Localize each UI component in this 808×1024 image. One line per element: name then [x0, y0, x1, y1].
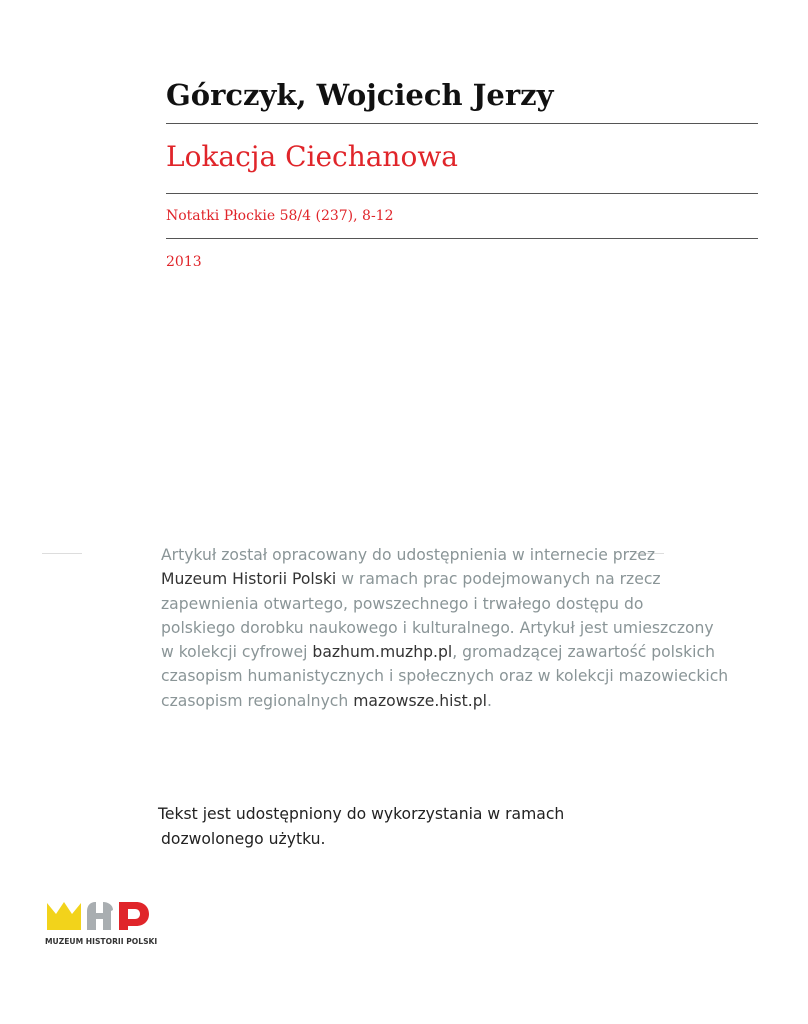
note-line: [161, 567, 761, 591]
museum-name: Muzeum Historii Polski: [161, 570, 337, 589]
article-title: Lokacja Ciechanowa: [166, 140, 458, 173]
note-line: polskiego dorobku naukowego i kulturalnego. Artykuł jest umieszczony: [161, 618, 714, 637]
mazowsze-link[interactable]: mazowsze.hist.pl: [353, 691, 487, 710]
note-line: [161, 689, 761, 713]
license-note: [158, 802, 564, 851]
license-line: Tekst jest udostępniony do wykorzystania w ramach: [158, 805, 565, 823]
divider-rule: [166, 193, 758, 194]
note-line: Artykuł został opracowany do udostępnienia w internecie przez: [161, 546, 656, 564]
divider-rule: [166, 123, 758, 124]
license-line: dozwolonego użytku.: [161, 829, 326, 848]
bazhum-link[interactable]: bazhum.muzhp.pl: [312, 643, 453, 662]
note-line: [161, 640, 761, 664]
author-heading: Górczyk, Wojciech Jerzy: [166, 78, 554, 112]
logo-p-shape: [119, 902, 149, 930]
publication-source: Notatki Płockie 58/4 (237), 8-12: [166, 208, 394, 224]
note-text: czasopism regionalnych: [161, 691, 354, 710]
availability-note: [161, 543, 761, 713]
logo-profile-shape: [87, 902, 113, 930]
note-text: w kolekcji cyfrowej: [161, 643, 313, 662]
note-line: czasopism humanistycznych i społecznych oraz w kolekcji mazowieckich: [161, 667, 729, 686]
logo-crown-shape: [47, 902, 81, 930]
note-line: zapewnienia otwartego, powszechnego i trwałego dostępu do: [161, 594, 644, 613]
note-text: .: [486, 691, 492, 710]
logo-caption: MUZEUM HISTORII POLSKI: [45, 937, 158, 946]
faint-margin-line: [42, 553, 82, 554]
divider-rule: [166, 238, 758, 239]
note-text: , gromadzącej zawartość polskich: [452, 643, 715, 662]
publication-year: 2013: [166, 254, 202, 270]
note-text: w ramach prac podejmowanych na rzecz: [336, 570, 661, 589]
